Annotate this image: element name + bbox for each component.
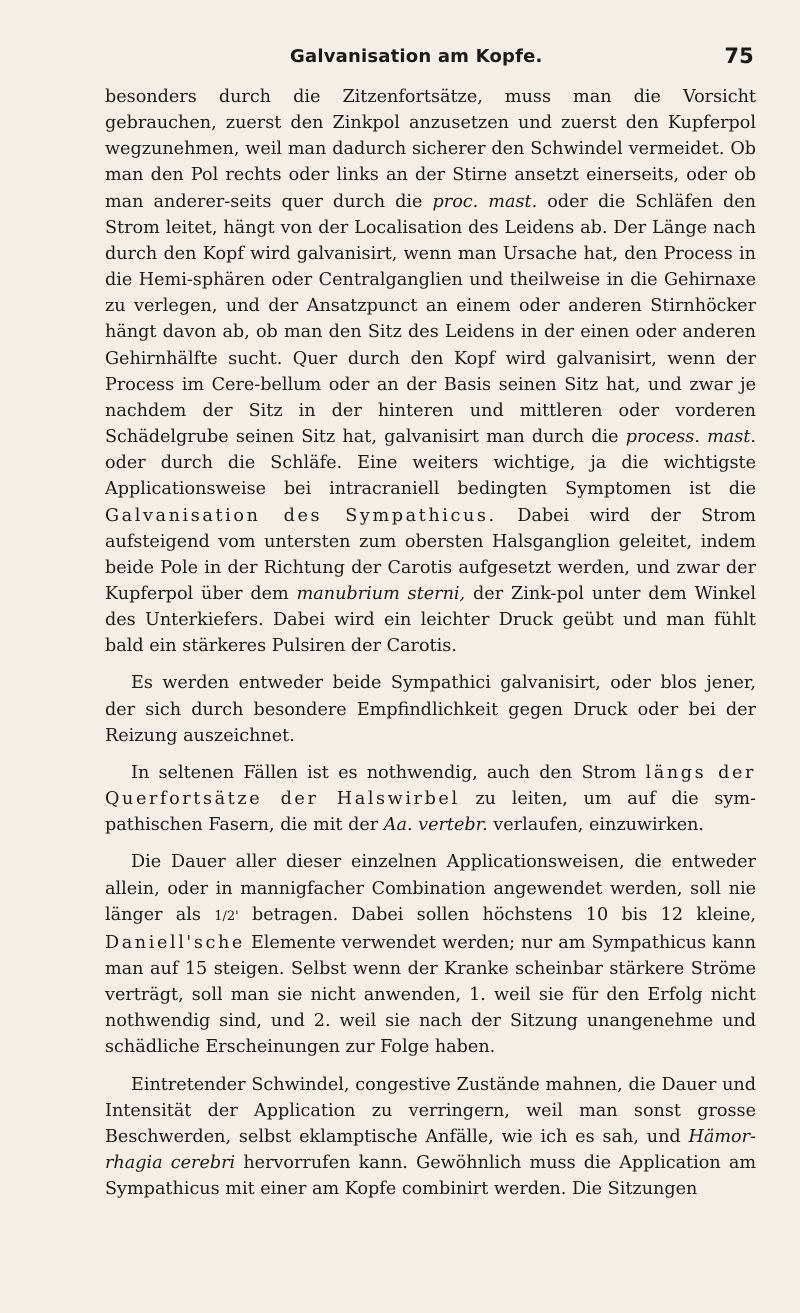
text-run: besonders durch die Zitzenfortsätze, muss man die Vorsicht gebrauchen, zuerst den Zinkpol anzusetzen und zuerst den Kupferpol wegzunehmen, weil man dadurch sicherer den Schwindel vermeidet. Ob man den Pol rechts oder links an der Stirne ansetzt einerseits, oder ob man anderer-seits quer durch die (105, 87, 756, 212)
spaced-emphasis: Galvanisation des Sympathicus. (105, 505, 497, 526)
paragraph (105, 760, 756, 838)
body-text (105, 84, 756, 1202)
text-run: Es werden entweder beide Sympathici galvanisirt, oder blos jener, der sich durch besondere Empfindlichkeit gegen Druck oder bei der Reizung auszeichnet. (105, 673, 756, 746)
italic-term: Hämor-rhagia cerebri (105, 1126, 756, 1174)
text-run: betragen. Dabei sollen höchstens 10 bis 12 kleine, (238, 904, 756, 925)
text-run: hervorrufen kann. Gewöhnlich muss die Application am Sympathicus mit einer am Kopfe combinirt werden. Die Sitzungen (105, 1153, 757, 1200)
fraction: 1/2' (214, 908, 239, 924)
text-run: verlaufen, einzuwirken. (487, 815, 705, 836)
text-run: Elemente verwendet werden; nur am Sympathicus kann man auf 15 steigen. Selbst wenn der Kranke scheinbar stärkere Ströme verträgt, soll man sie nicht anwenden, 1. weil sie für den Erfolg nicht nothwendig sind, und 2. weil sie nach der Sitzung unangenehme und schädliche Erscheinungen zur Folge haben. (105, 932, 756, 1058)
paragraph (105, 849, 756, 1060)
running-head (105, 46, 756, 84)
spaced-emphasis: Daniell'sche (105, 932, 245, 953)
paragraph (105, 84, 756, 659)
paragraph (105, 1072, 756, 1203)
italic-term: proc. mast. (432, 191, 538, 212)
text-run: zu leiten, um auf die sym-pathischen Fasern, die mit der (105, 789, 756, 836)
text-run: Die Dauer aller dieser einzelnen Applicationsweisen, die entweder allein, oder in mannigfacher Combination angewendet werden, soll nie länger als (105, 852, 756, 925)
running-head-title: Galvanisation am Kopfe. (290, 46, 543, 67)
spaced-emphasis: längs der Querfortsätze der Halswirbel (105, 762, 756, 810)
text-run: der Zink-pol unter dem Winkel des Unterkiefers. Dabei wird ein leichter Druck geübt und man fühlt bald ein stärkeres Pulsiren der Carotis. (105, 583, 756, 657)
paragraph (105, 670, 756, 748)
text-run: In seltenen Fällen ist es nothwendig, auch den Strom (131, 762, 646, 783)
text-run: Dabei wird der Strom aufsteigend vom untersten zum obersten Halsganglion geleitet, indem beide Pole in der Richtung der Carotis aufgesetzt werden, und zwar der Kupferpol über dem (105, 505, 756, 604)
italic-term: manubrium sterni, (296, 583, 466, 604)
italic-term: Aa. vertebr. (383, 815, 488, 836)
text-run: oder die Schläfen den Strom leitet, hängt von der Localisation des Leidens ab. Der Länge nach durch den Kopf wird galvanisirt, wenn man Ursache hat, den Process in die Hemi-sphären oder Centralganglien und theilweise in die Gehirnaxe zu verlegen, und der Ansatzpunct an einem oder anderen Stirnhöcker hängt davon ab, ob man den Sitz des Leidens in der einen oder anderen Gehirnhälfte sucht. Quer durch den Kopf wird galvanisirt, wenn der Process im Cere-bellum oder an der Basis seinen Sitz hat, und zwar je nachdem der Sitz in der hinteren und mittleren oder vorderen Schädelgrube seinen Sitz hat, galvanisirt man durch die (105, 191, 756, 448)
italic-term: process. mast. (625, 427, 756, 448)
page-number: 75 (724, 44, 754, 68)
text-run: oder durch die Schläfe. Eine weiters wichtige, ja die wichtigste Applicationsweise bei intracraniell bedingten Symptomen ist die (105, 453, 756, 500)
text-run: Eintretender Schwindel, congestive Zustände mahnen, die Dauer und Intensität der Application zu verringern, weil man sonst grosse Beschwerden, selbst eklamptische Anfälle, wie ich es sah, und (105, 1074, 756, 1147)
